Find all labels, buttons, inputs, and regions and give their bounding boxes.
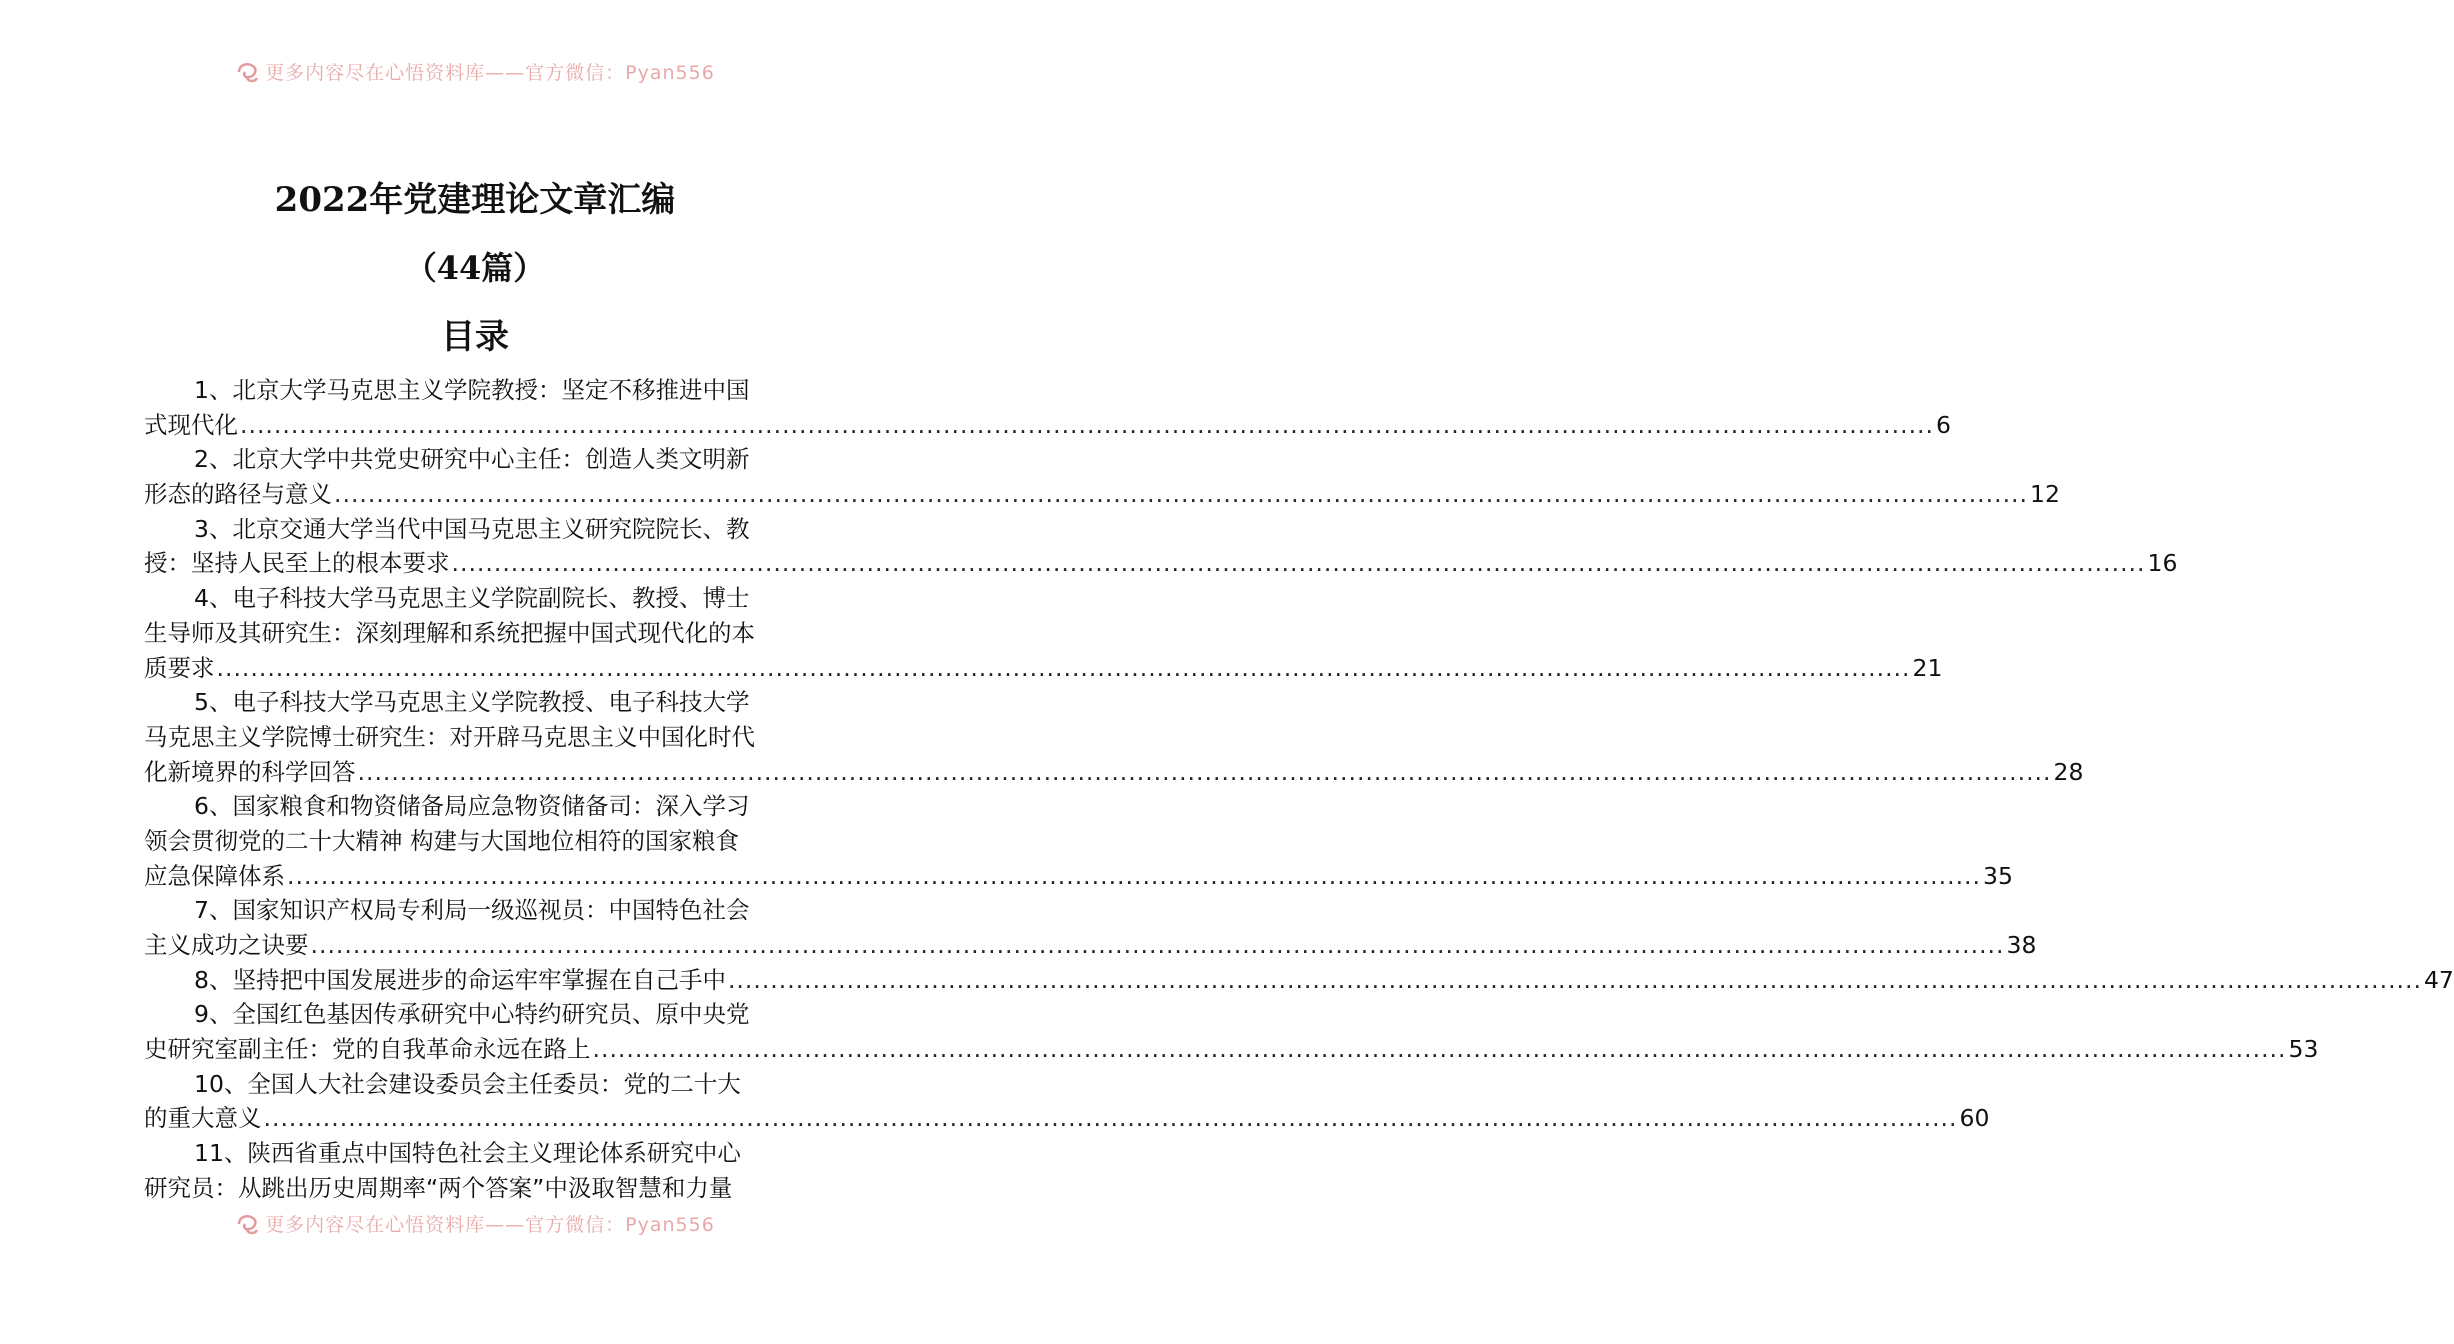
toc-entry[interactable] [144,1136,806,1205]
toc-entry-number: 7、 [194,896,233,925]
toc-entry-text: 北京交通大学当代中国马克思主义研究院院长、教 [232,514,750,543]
toc-entry-line [144,408,1951,443]
toc-leader-dots: ........................................................................................................................................................................................................ [451,549,2146,578]
toc-entry-number: 6、 [194,792,233,821]
table-of-contents [144,373,2454,1206]
toc-page-number: 28 [2053,757,2084,786]
document-subtitle: （44篇） [404,249,546,287]
toc-entry-text: 授：坚持人民至上的根本要求 [144,549,450,578]
toc-entry-line [144,373,806,408]
toc-entry-text: 式现代化 [144,410,238,439]
toc-entry-number: 1、 [194,376,233,404]
toc-entry[interactable] [144,512,2178,581]
toc-entry-line [144,720,806,755]
toc-entry-line [144,755,2084,790]
toc-entry-line [144,442,806,477]
toc-entry-line [144,512,806,547]
toc-entry-number: 10、 [194,1069,248,1098]
toc-entry-line [144,1171,806,1206]
toc-entry-text: 坚持把中国发展进步的命运牢牢掌握在自己手中 [232,965,726,994]
watermark-text: 更多内容尽在心悟资料库——官方微信：Pyan556 [265,61,715,84]
toc-heading: 目录 [441,317,509,357]
toc-entry-line [144,685,806,720]
toc-entry-text: 北京大学马克思主义学院教授：坚定不移推进中国 [232,376,750,404]
logo-icon [235,58,261,84]
toc-leader-dots: ........................................................................................................................................................................................................ [334,480,2028,509]
toc-entry-text: 国家知识产权局专利局一级巡视员：中国特色社会 [232,896,750,925]
watermark-text: 更多内容尽在心悟资料库——官方微信：Pyan556 [265,1213,715,1236]
toc-entry[interactable] [144,963,2454,998]
toc-entry-text: 质要求 [144,653,215,682]
toc-entry-text: 史研究室副主任：党的自我革命永远在路上 [144,1035,591,1064]
toc-leader-dots: ........................................................................................................................................................................................................ [310,931,2005,959]
logo-icon [235,1210,261,1236]
toc-leader-dots: ........................................................................................................................................................................................................ [240,410,1934,439]
watermark-top [0,56,950,86]
toc-entry-text: 研究员：从跳出历史周期率“两个答案”中汲取智慧和力量 [144,1173,733,1202]
toc-page-number: 60 [1959,1104,1990,1133]
toc-entry-line [144,893,806,928]
toc-entry-text: 全国人大社会建设委员会主任委员：党的二十大 [247,1069,741,1098]
toc-entry-text: 全国红色基因传承研究中心特约研究员、原中央党 [232,1000,750,1029]
toc-entry-text: 化新境界的科学回答 [144,757,356,786]
toc-entry-line [144,1136,806,1171]
toc-entry-text: 电子科技大学马克思主义学院教授、电子科技大学 [232,688,750,717]
toc-entry-line [144,928,2037,963]
toc-page-number: 21 [1912,653,1943,682]
toc-page-number: 35 [1983,861,2013,890]
toc-entry[interactable] [144,581,1943,685]
toc-entry-line [144,616,806,651]
toc-entry-number: 9、 [194,1000,233,1029]
toc-entry-line [144,1067,806,1102]
toc-entry-line [144,824,806,859]
toc-entry-text: 形态的路径与意义 [144,480,332,509]
toc-entry-text: 陕西省重点中国特色社会主义理论体系研究中心 [247,1139,741,1168]
toc-entry[interactable] [144,373,1951,442]
toc-entry-text: 主义成功之诀要 [144,931,309,959]
toc-entry-line [144,997,806,1032]
toc-entry-line [144,546,2178,581]
watermark-bottom [0,1208,950,1238]
toc-leader-dots: ........................................................................................................................................................................................................ [287,861,1981,890]
toc-entry-line [144,581,806,616]
toc-entry-text: 北京大学中共党史研究中心主任：创造人类文明新 [232,445,750,474]
toc-page-number: 38 [2006,931,2037,959]
toc-entry-text: 国家粮食和物资储备局应急物资储备司：深入学习 [232,792,750,821]
toc-page-number: 16 [2147,549,2178,578]
toc-entry-text: 生导师及其研究生：深刻理解和系统把握中国式现代化的本 [144,618,755,647]
toc-page-number: 53 [2288,1035,2319,1064]
toc-page-number: 12 [2030,480,2060,509]
toc-entry-line [144,963,2454,998]
toc-entry-number: 11、 [194,1139,248,1168]
toc-entry-text: 应急保障体系 [144,861,285,890]
toc-entry[interactable] [144,1067,1990,1136]
toc-entry-line [144,1032,2319,1067]
toc-entry-text: 领会贯彻党的二十大精神 构建与大国地位相符的国家粮食 [144,826,739,855]
toc-entry-number: 8、 [194,965,233,994]
toc-entry-number: 5、 [194,688,233,717]
toc-entry-line [144,789,806,824]
toc-entry[interactable] [144,789,2013,893]
toc-page-number: 47 [2423,965,2454,994]
toc-entry-line [144,859,2013,894]
toc-page-number: 6 [1936,410,1951,439]
toc-entry[interactable] [144,893,2037,962]
toc-entry-text: 电子科技大学马克思主义学院副院长、教授、博士 [232,584,750,613]
toc-leader-dots: ........................................................................................................................................................................................................ [263,1104,1958,1133]
toc-leader-dots: ........................................................................................................................................................................................................ [216,653,1911,682]
toc-entry-text: 马克思主义学院博士研究生：对开辟马克思主义中国化时代 [144,722,755,751]
document-title: 2022年党建理论文章汇编 [274,180,676,220]
toc-entry-line [144,1101,1990,1136]
toc-entry-text: 的重大意义 [144,1104,262,1133]
toc-entry-line [144,477,2060,512]
toc-entry[interactable] [144,997,2319,1066]
toc-entry-number: 3、 [194,514,233,543]
toc-leader-dots: ........................................................................................................................................................................................................ [357,757,2052,786]
toc-entry-line [144,651,1943,686]
toc-leader-dots: ........................................................................................................................................................................................................ [592,1035,2287,1064]
toc-entry[interactable] [144,442,2060,511]
toc-entry-number: 4、 [194,584,233,613]
toc-leader-dots: ........................................................................................................................................................................................................ [727,965,2422,994]
toc-entry[interactable] [144,685,2084,789]
toc-entry-number: 2、 [194,445,233,474]
